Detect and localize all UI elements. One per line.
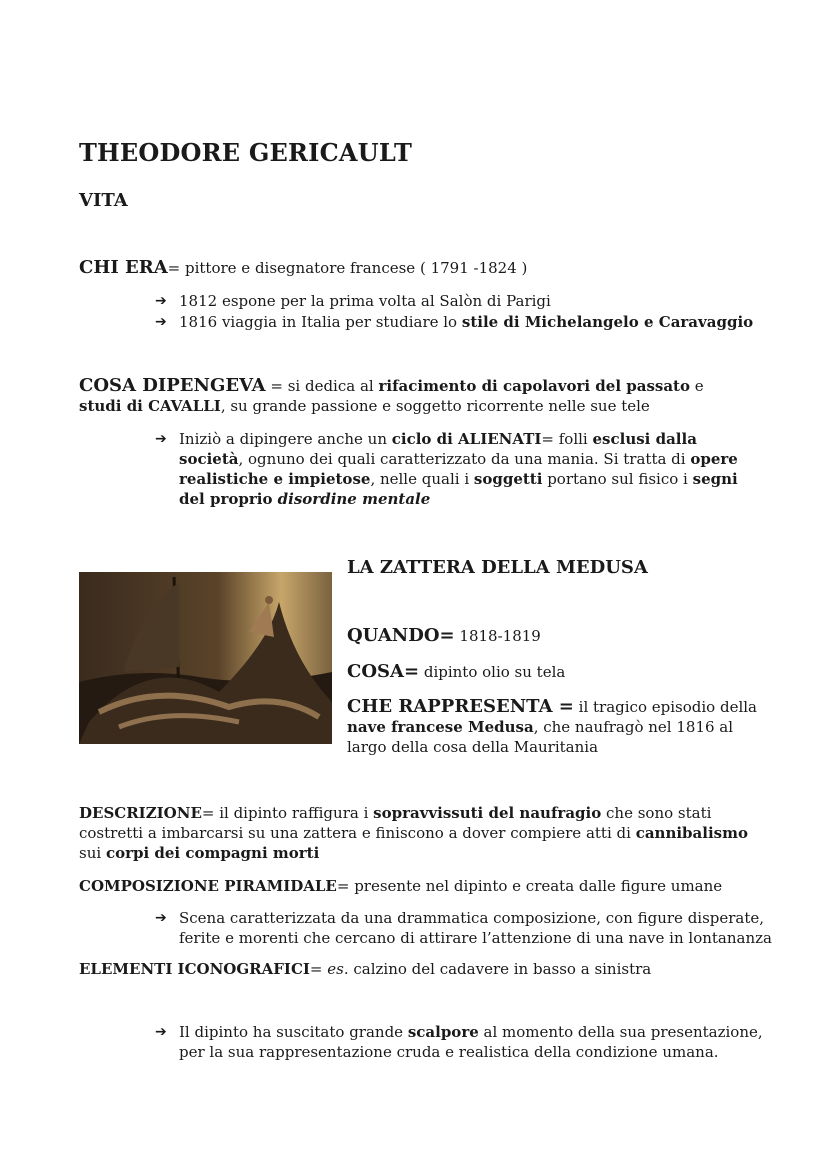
che-rappresenta-label: CHE RAPPRESENTA = xyxy=(347,696,574,717)
cosa-label: COSA= xyxy=(347,661,420,682)
elementi-line: ELEMENTI ICONOGRAFICI= es. calzino del cadavere in basso a sinistra xyxy=(79,960,652,978)
right-arrow-icon: ➔ xyxy=(155,1024,167,1040)
right-arrow-icon: ➔ xyxy=(155,293,167,309)
bullet-text: Scena caratterizzata da una drammatica composizione, con figure disperate, ferite e morenti che cercano di attirare l’attenzione di una nave in lontananza xyxy=(179,909,772,947)
right-arrow-icon: ➔ xyxy=(155,431,167,447)
vita-heading: VITA xyxy=(79,190,128,211)
elementi-label: ELEMENTI ICONOGRAFICI xyxy=(79,960,310,978)
bullet-text: Il dipinto ha suscitato grande scalpore al momento della sua presentazione, per la sua rappresentazione cruda e realistica della condizione umana. xyxy=(179,1023,763,1061)
cosa-dipingeva-paragraph: COSA DIPENGEVA = si dedica al rifacimento di capolavori del passato e studi di CAVALLI, su grande passione e soggetto ricorrente nelle sue tele xyxy=(79,375,704,415)
descrizione-label: DESCRIZIONE xyxy=(79,804,202,822)
che-rappresenta-paragraph: CHE RAPPRESENTA = il tragico episodio della nave francese Medusa, che naufragò nel 1816 al largo della cosa della Mauritania xyxy=(347,696,757,756)
composizione-label: COMPOSIZIONE PIRAMIDALE xyxy=(79,877,337,895)
descrizione-paragraph: DESCRIZIONE= il dipinto raffigura i sopravvissuti del naufragio che sono stati costretti a imbarcarsi su una zattera e finiscono a dover compiere atti di cannibalismo sui corpi dei compagni morti xyxy=(79,804,748,862)
chi-era-line xyxy=(79,258,527,278)
painting-heading: LA ZATTERA DELLA MEDUSA xyxy=(347,557,648,578)
cosa-line: COSA= dipinto olio su tela xyxy=(347,661,566,682)
chi-era-text: = pittore e disegnatore francese ( 1791 -1824 ) xyxy=(167,259,528,277)
raft-of-medusa-painting xyxy=(79,572,332,744)
cosa-dipingeva-label: COSA DIPENGEVA xyxy=(79,375,266,396)
bullet-text: 1816 viaggia in Italia per studiare lo stile di Michelangelo e Caravaggio xyxy=(179,313,754,331)
right-arrow-icon: ➔ xyxy=(155,314,167,330)
chi-era-label: CHI ERA xyxy=(79,257,168,278)
page-title: THEODORE GERICAULT xyxy=(79,138,413,167)
bullet-text: 1812 espone per la prima volta al Salòn di Parigi xyxy=(179,292,551,310)
quando-line: QUANDO= 1818-1819 xyxy=(347,625,541,646)
right-arrow-icon: ➔ xyxy=(155,910,167,926)
bullet-text: Iniziò a dipingere anche un ciclo di ALIENATI= folli esclusi dalla società, ognuno dei quali caratterizzato da una mania. Si tratta di opere realistiche e impietose, nelle quali i soggetti portano sul fisico i segni del proprio disordine mentale xyxy=(179,430,738,508)
composizione-line: COMPOSIZIONE PIRAMIDALE= presente nel dipinto e creata dalle figure umane xyxy=(79,877,723,895)
painting-illustration xyxy=(79,572,332,744)
quando-label: QUANDO= xyxy=(347,625,455,646)
